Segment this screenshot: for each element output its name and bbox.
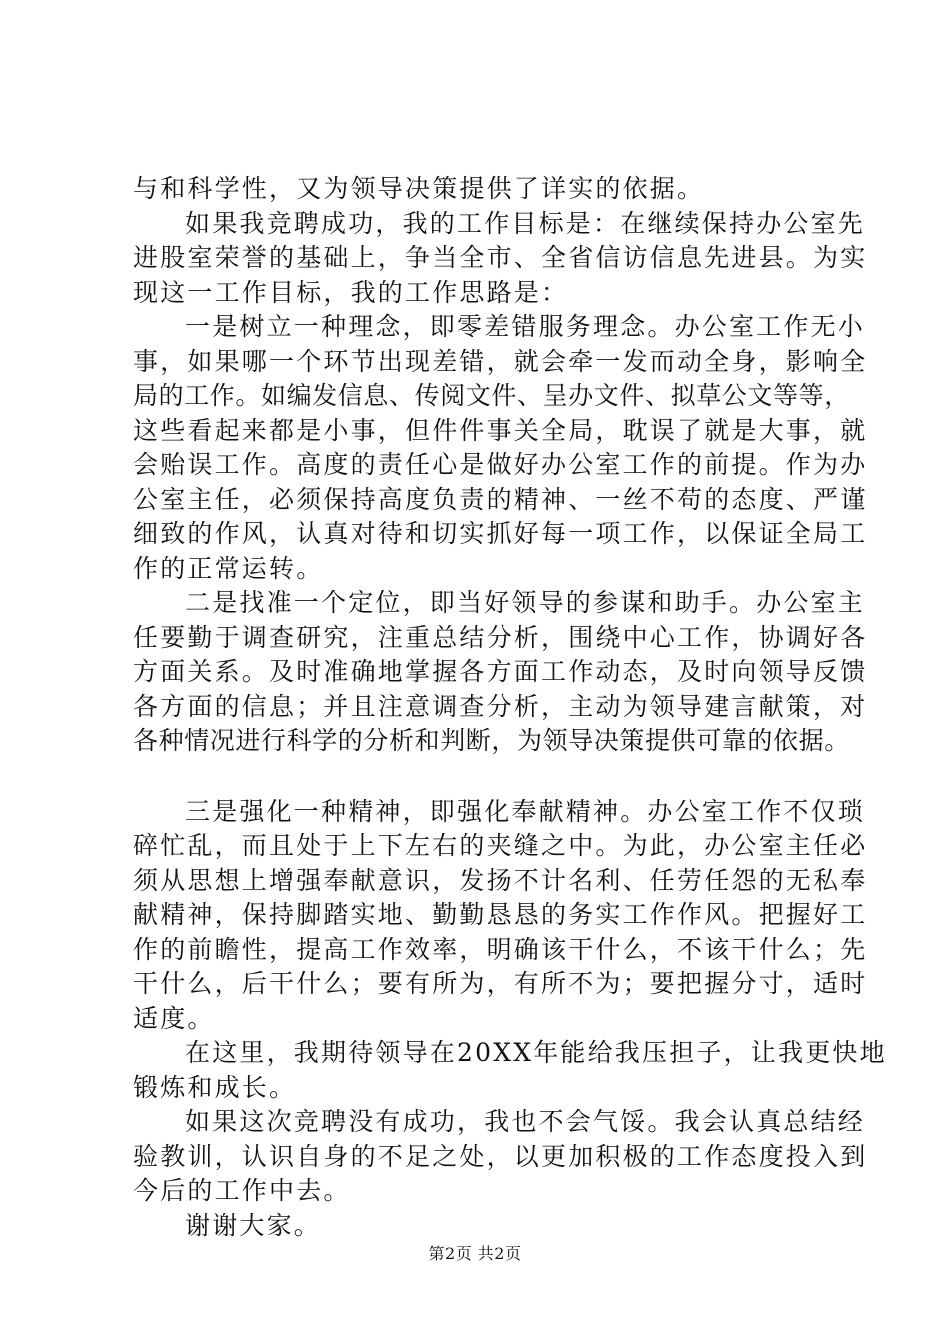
text-line: 方面关系。及时准确地掌握各方面工作动态，及时向领导反馈 xyxy=(133,657,868,686)
text-line: 锻炼和成长。 xyxy=(133,1072,297,1102)
text-line: 各方面的信息；并且注意调查分析，主动为领导建言献策，对 xyxy=(133,691,868,721)
text-line: 各种情况进行科学的分析和判断，为领导决策提供可靠的依据。 xyxy=(133,726,850,755)
paragraph-first-line: 如果这次竞聘没有成功，我也不会气馁。我会认真总结经 xyxy=(185,1107,866,1136)
paragraph-first-line: 如果我竞聘成功，我的工作目标是：在继续保持办公室先 xyxy=(185,208,866,238)
text-line: 会贻误工作。高度的责任心是做好办公室工作的前提。作为办 xyxy=(133,450,868,479)
text-line: 作的前瞻性，提高工作效率，明确该干什么，不该干什么；先 xyxy=(133,934,868,964)
text-line: 适度。 xyxy=(133,1003,215,1033)
page-number-footer: 第2页 共2页 xyxy=(428,1244,522,1263)
text-line: 碎忙乱，而且处于上下左右的夹缝之中。为此，办公室主任必 xyxy=(133,831,868,860)
document-body xyxy=(133,172,887,1243)
paragraph-first-line: 二是找准一个定位，即当好领导的参谋和助手。办公室主 xyxy=(185,588,866,617)
text-line: 今后的工作中去。 xyxy=(133,1176,351,1205)
text-line: 细致的作风，认真对待和切实抓好每一项工作，以保证全局工 xyxy=(133,519,868,548)
text-line: 任要勤于调查研究，注重总结分析，围绕中心工作，协调好各 xyxy=(133,622,868,652)
text-line: 与和科学性，又为领导决策提供了详实的依据。 xyxy=(133,174,705,203)
closing-line: 谢谢大家。 xyxy=(185,1210,322,1240)
text-line: 这些看起来都是小事，但件件事关全局，耽误了就是大事，就 xyxy=(133,415,868,445)
paragraph-first-line: 在这里，我期待领导在20XX年能给我压担子，让我更快地 xyxy=(185,1038,887,1067)
text-line: 事，如果哪一个环节出现差错，就会牵一发而动全身，影响全 xyxy=(133,346,868,376)
text-line: 作的正常运转。 xyxy=(133,553,324,583)
text-line: 献精神，保持脚踏实地、勤勤恳恳的务实工作作风。把握好工 xyxy=(133,900,868,929)
text-line: 公室主任，必须保持高度负责的精神、一丝不苟的态度、严谨 xyxy=(133,484,868,514)
paragraph-gap xyxy=(133,759,843,795)
text-line: 须从思想上增强奉献意识，发扬不计名利、任劳任怨的无私奉 xyxy=(133,865,868,895)
text-line: 进股室荣誉的基础上，争当全市、全省信访信息先进县。为实 xyxy=(133,243,868,272)
paragraph-first-line: 一是树立一种理念，即零差错服务理念。办公室工作无小 xyxy=(185,312,866,341)
text-line: 现这一工作目标，我的工作思路是： xyxy=(133,277,569,307)
paragraph-first-line: 三是强化一种精神，即强化奉献精神。办公室工作不仅琐 xyxy=(185,796,866,826)
text-line: 局的工作。如编发信息、传阅文件、呈办文件、拟草公文等等， xyxy=(133,381,850,410)
text-line: 干什么，后干什么；要有所为，有所不为；要把握分寸，适时 xyxy=(133,969,868,998)
text-line: 验教训，认识自身的不足之处，以更加积极的工作态度投入到 xyxy=(133,1141,868,1171)
